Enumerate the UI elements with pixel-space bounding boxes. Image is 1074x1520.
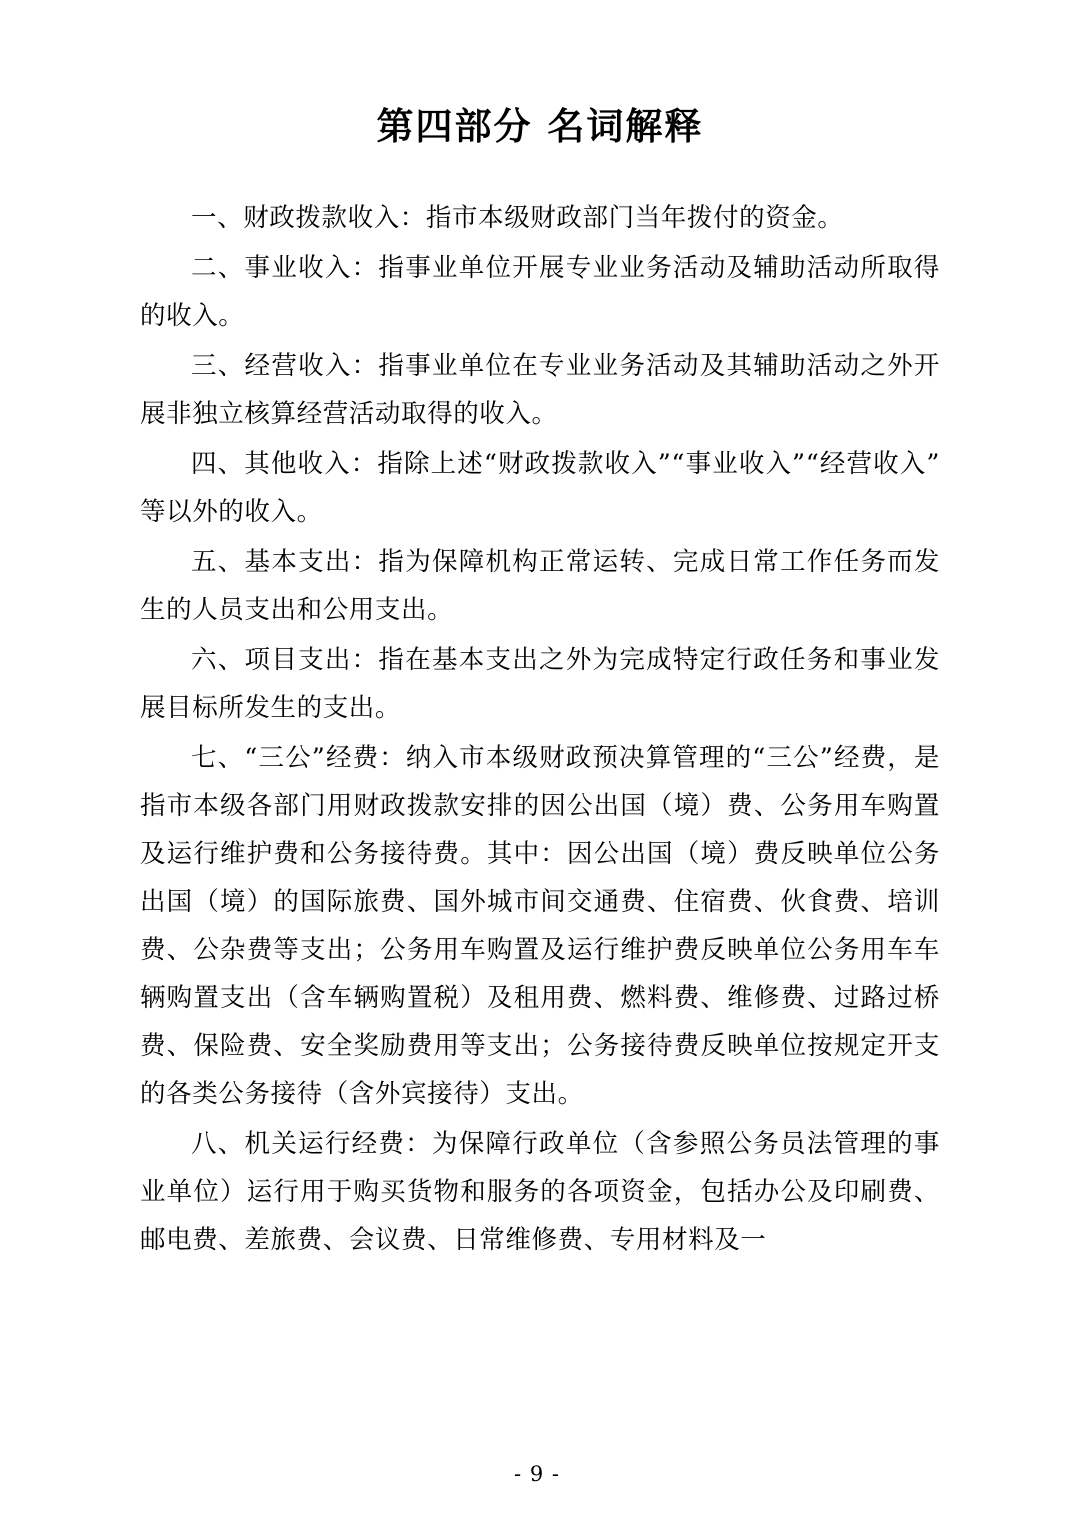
page-title: 第四部分 名词解释 xyxy=(376,104,704,148)
paragraph: 七、“三公”经费：纳入市本级财政预决算管理的“三公”经费，是指市本级各部门用财政拨款安排的因公出国（境）费、公务用车购置及运行维护费和公务接待费。其中：因公出国（境）费反映单位公务出国（境）的国际旅费、国外城市间交通费、住宿费、伙食费、培训费、公杂费等支出；公务用车购置及运行维护费反映单位公务用车车辆购置支出（含车辆购置税）及租用费、燃料费、维修费、过路过桥费、保险费、安全奖励费用等支出；公务接待费反映单位按规定开支的各类公务接待（含外宾接待）支出。 xyxy=(140,743,940,1109)
paragraph: 五、基本支出：指为保障机构正常运转、完成日常工作任务而发生的人员支出和公用支出。 xyxy=(140,547,940,625)
page-content xyxy=(140,0,940,1266)
paragraph: 三、经营收入：指事业单位在专业业务活动及其辅助活动之外开展非独立核算经营活动取得的收入。 xyxy=(140,351,940,429)
paragraph: 一、财政拨款收入：指市本级财政部门当年拨付的资金。 xyxy=(191,203,844,233)
paragraph: 八、机关运行经费：为保障行政单位（含参照公务员法管理的事业单位）运行用于购买货物和服务的各项资金，包括办公及印刷费、邮电费、差旅费、会议费、日常维修费、专用材料及一 xyxy=(140,1129,940,1255)
paragraph: 六、项目支出：指在基本支出之外为完成特定行政任务和事业发展目标所发生的支出。 xyxy=(140,645,940,723)
page-number: - 9 - xyxy=(514,1462,560,1486)
paragraph: 二、事业收入：指事业单位开展专业业务活动及辅助活动所取得的收入。 xyxy=(140,253,940,331)
paragraph: 四、其他收入：指除上述“财政拨款收入”“事业收入”“经营收入”等以外的收入。 xyxy=(140,449,940,527)
